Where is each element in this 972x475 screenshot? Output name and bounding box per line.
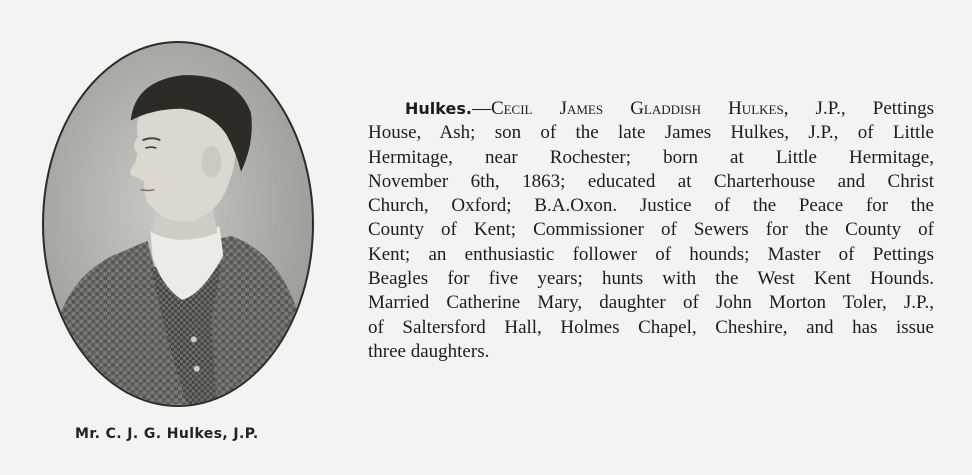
biography-text [368,97,934,364]
portrait-oval [42,41,314,407]
bio-line: County of Kent; Commissioner of Sewers for the County of [368,219,934,241]
bio-line: three daughters. [368,340,490,362]
bio-line: November 6th, 1863; educated at Charterhouse and Christ [368,170,934,192]
bio-line: House, Ash; son of the late James Hulkes, J.P., of Little [368,122,934,144]
bio-line: of Saltersford Hall, Holmes Chapel, Cheshire, and has issue [368,316,934,338]
bio-line: Kent; an enthusiastic follower of hounds; Master of Pettings [368,243,934,265]
surname-heading: Hulkes. [405,99,472,118]
em-dash: — [471,98,491,119]
portrait-caption: Mr. C. J. G. Hulkes, J.P. [75,426,259,442]
bio-line-0: , J.P., Pettings [783,98,934,119]
full-name: Cecil James Gladdish Hulkes [490,98,784,119]
bio-line: Hermitage, near Rochester; born at Little Hermitage, [368,146,934,168]
bio-line: Church, Oxford; B.A.Oxon. Justice of the Peace for the [368,195,934,217]
bio-first-line [368,97,934,121]
portrait-frame [42,41,314,407]
portrait-photo [44,43,312,405]
bio-line: Beagles for five years; hunts with the West Kent Hounds. [368,268,934,290]
bio-line: Married Catherine Mary, daughter of John Morton Toler, J.P., [368,292,934,314]
